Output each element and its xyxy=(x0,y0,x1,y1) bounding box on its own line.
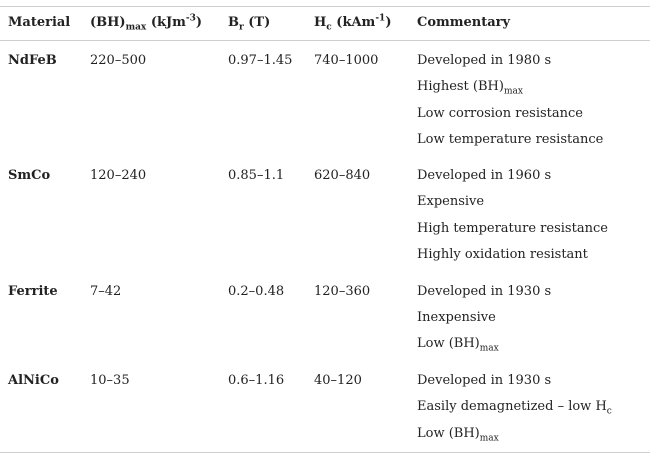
row-smco-comment-4: Highly oxidation resistant xyxy=(417,247,588,262)
row-ndfeb-comment-3: Low corrosion resistance xyxy=(417,106,583,121)
row-ferrite-material: Ferrite xyxy=(8,284,58,299)
row-ndfeb-bhmax: 220–500 xyxy=(90,53,147,68)
header-br: $B_r$ (T) xyxy=(228,15,271,33)
header-rule xyxy=(0,40,650,41)
row-ferrite-comment-2: Inexpensive xyxy=(417,310,496,325)
row-smco-comment-3: High temperature resistance xyxy=(417,221,608,236)
header-hc: $H_c$ (kAm$^{-1}$) xyxy=(314,13,392,33)
row-ndfeb-comment-2: Highest $(BH)_{max}$ xyxy=(417,79,523,97)
row-smco-material: SmCo xyxy=(8,168,51,183)
row-alnico-hc: 40–120 xyxy=(314,373,362,388)
row-alnico-comment-1: Developed in 1930 s xyxy=(417,373,552,388)
header-material: Material xyxy=(8,15,71,30)
row-alnico-br: 0.6–1.16 xyxy=(228,373,285,388)
table-bottom-rule xyxy=(0,452,650,453)
row-ndfeb-comment-4: Low temperature resistance xyxy=(417,132,604,147)
row-ferrite-hc: 120–360 xyxy=(314,284,371,299)
row-ndfeb-material: NdFeB xyxy=(8,53,57,68)
row-alnico-bhmax: 10–35 xyxy=(90,373,130,388)
row-smco-hc: 620–840 xyxy=(314,168,371,183)
row-alnico-comment-2: Easily demagnetized – low $H_c$ xyxy=(417,399,612,417)
row-smco-comment-2: Expensive xyxy=(417,194,485,209)
table-top-rule xyxy=(0,6,650,7)
row-ferrite-bhmax: 7–42 xyxy=(90,284,122,299)
row-ferrite-comment-3: Low $(BH)_{max}$ xyxy=(417,336,499,354)
row-ndfeb-br: 0.97–1.45 xyxy=(228,53,293,68)
row-smco-comment-1: Developed in 1960 s xyxy=(417,168,552,183)
row-ferrite-comment-1: Developed in 1930 s xyxy=(417,284,552,299)
row-ndfeb-hc: 740–1000 xyxy=(314,53,379,68)
row-ndfeb-comment-1: Developed in 1980 s xyxy=(417,53,552,68)
row-smco-br: 0.85–1.1 xyxy=(228,168,285,183)
row-alnico-comment-3: Low $(BH)_{max}$ xyxy=(417,426,499,444)
row-alnico-material: AlNiCo xyxy=(8,373,59,388)
row-smco-bhmax: 120–240 xyxy=(90,168,147,183)
header-commentary: Commentary xyxy=(417,15,511,30)
row-ferrite-br: 0.2–0.48 xyxy=(228,284,285,299)
header-bhmax: $(BH)_{max}$ (kJm$^{-3}$) xyxy=(90,13,203,33)
